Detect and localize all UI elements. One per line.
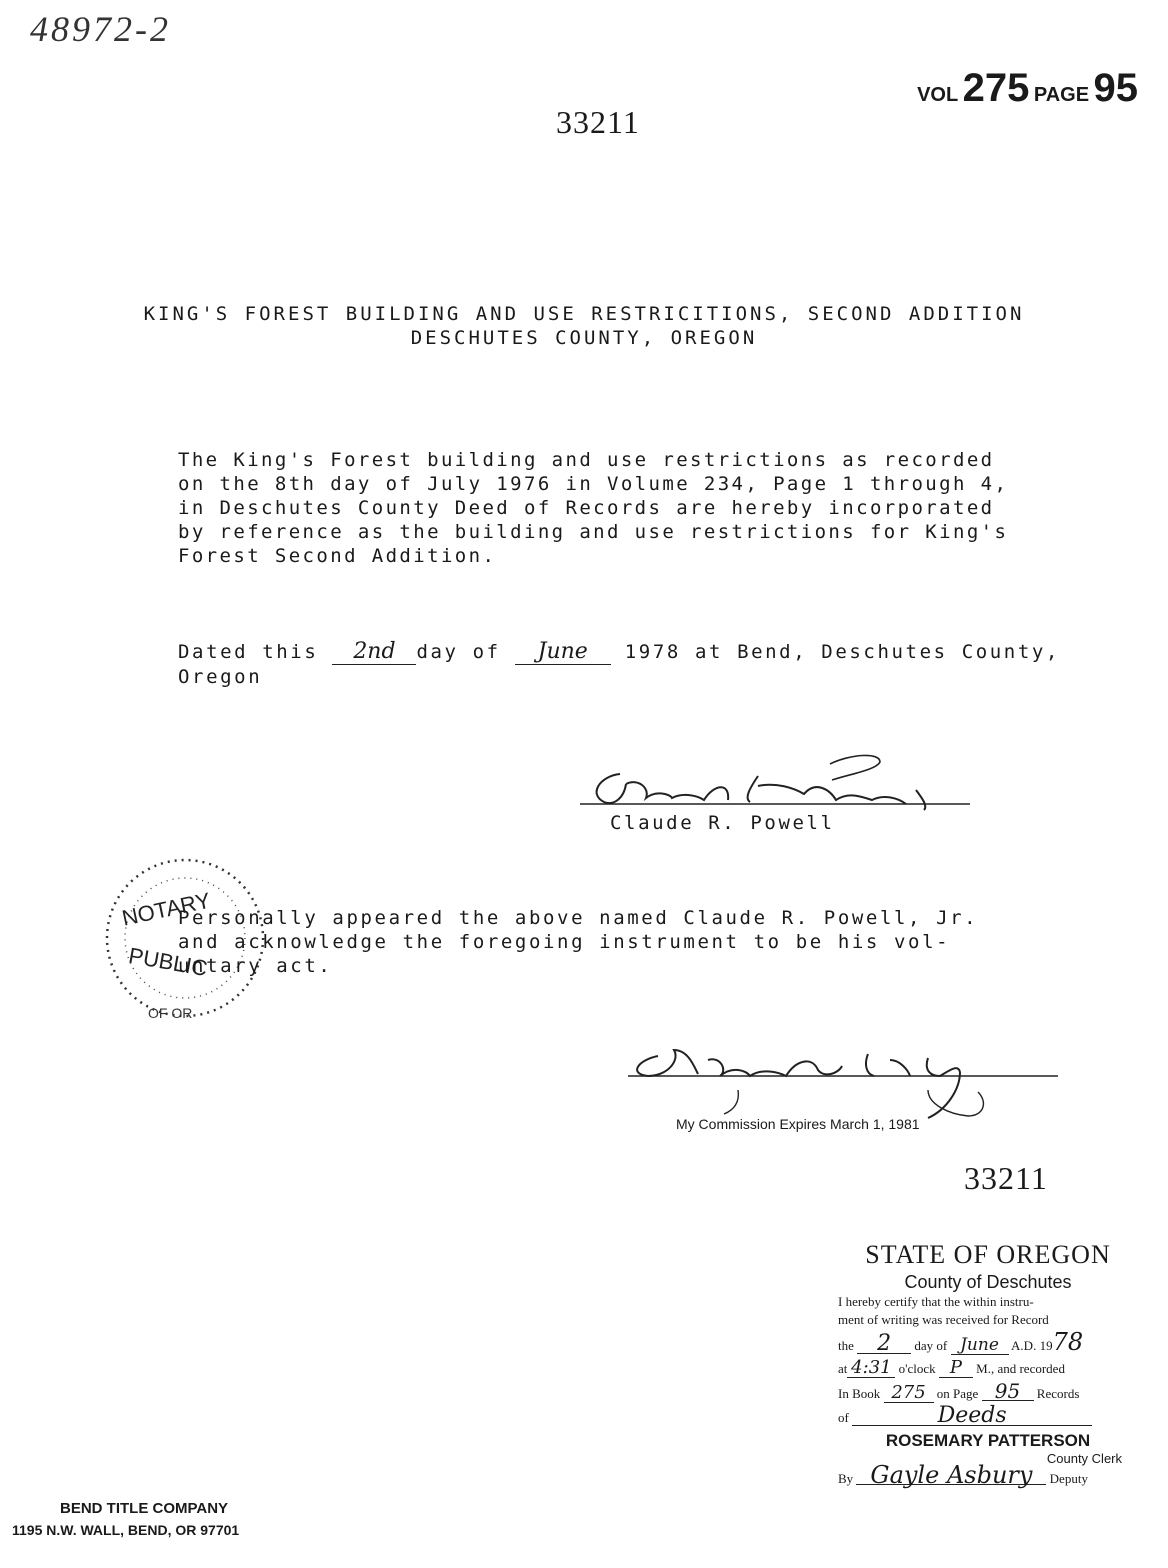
cert-line-2: ment of writing was received for Record bbox=[838, 1312, 1049, 1327]
cert-oclock-label: o'clock bbox=[898, 1361, 936, 1376]
cert-book-line bbox=[838, 1379, 1138, 1403]
cert-page: 95 bbox=[982, 1382, 1034, 1401]
dated-prefix: Dated this bbox=[178, 641, 333, 663]
seal-bottom-text: PUBLIC bbox=[126, 942, 210, 982]
cert-deputy-line bbox=[838, 1461, 1138, 1489]
cert-month: June bbox=[951, 1336, 1009, 1355]
body-paragraph: The King's Forest building and use restrictions as recorded on the 8th day of July 1976 in Volume 234, Page 1 through 4, in Deschutes County Deed of Records are hereby incorporated by reference as the building and use restrictions for King's Forest Second Addition. bbox=[178, 449, 1009, 567]
document-title bbox=[0, 302, 1168, 350]
cert-of-line bbox=[838, 1403, 1138, 1428]
cert-page-label: on Page bbox=[936, 1386, 979, 1401]
footer-address: 1195 N.W. WALL, BEND, OR 97701 bbox=[12, 1522, 240, 1538]
document-number-bottom: 33211 bbox=[964, 1160, 1048, 1196]
title-line-1: KING'S FOREST BUILDING AND USE RESTRICITIONS, SECOND ADDITION bbox=[143, 303, 1025, 325]
cert-of-label: of bbox=[838, 1410, 849, 1425]
file-number: 48972-2 bbox=[30, 9, 171, 49]
dated-mid: day of bbox=[416, 641, 515, 663]
cert-at-label: at bbox=[838, 1361, 848, 1376]
cert-day-of-label: day of bbox=[914, 1338, 948, 1353]
title-line-2: DESCHUTES COUNTY, OREGON bbox=[410, 327, 758, 349]
vol-label: VOL bbox=[917, 84, 959, 106]
page-number: 95 bbox=[1093, 66, 1138, 110]
cert-line-1: I hereby certify that the within instru- bbox=[838, 1294, 1034, 1309]
signatory-name: Claude R. Powell bbox=[610, 812, 835, 834]
dated-line bbox=[178, 640, 1060, 689]
cert-clerk-title: County Clerk bbox=[1046, 1451, 1122, 1466]
signature-claude-powell bbox=[580, 754, 970, 812]
page-label: PAGE bbox=[1033, 84, 1090, 106]
cert-date-line bbox=[838, 1328, 1138, 1356]
cert-by-label: By bbox=[838, 1471, 854, 1486]
cert-ad-label: A.D. 19 bbox=[1011, 1338, 1053, 1353]
cert-book: 275 bbox=[884, 1384, 934, 1403]
dated-month: June bbox=[515, 640, 611, 665]
cert-year: 78 bbox=[1052, 1328, 1084, 1356]
recording-certificate bbox=[838, 1240, 1138, 1488]
vol-number: 275 bbox=[962, 66, 1030, 110]
seal-rim-text: OF OR bbox=[148, 1005, 193, 1021]
cert-deputy-label: Deputy bbox=[1049, 1471, 1088, 1486]
cert-day: 2 bbox=[857, 1335, 911, 1354]
seal-top-text: NOTARY bbox=[119, 887, 213, 931]
notary-signature bbox=[628, 1030, 1058, 1120]
commission-expiry: My Commission Expires March 1, 1981 bbox=[676, 1116, 920, 1132]
dated-suffix: 1978 at Bend, Deschutes County, bbox=[610, 641, 1060, 663]
cert-m-label: M., and recorded bbox=[976, 1361, 1065, 1376]
cert-state: STATE OF OREGON bbox=[865, 1240, 1111, 1269]
dated-day: 2nd bbox=[332, 640, 416, 665]
cert-records-type: Deeds bbox=[852, 1407, 1092, 1426]
cert-records-label: Records bbox=[1036, 1386, 1080, 1401]
cert-the-label: the bbox=[838, 1338, 854, 1353]
acknowledgement-text: Personally appeared the above named Claude R. Powell, Jr. and acknowledge the foregoing instrument to be his vol- untary act. bbox=[178, 907, 979, 977]
document-number: 33211 bbox=[556, 104, 640, 140]
cert-clerk-name: ROSEMARY PATTERSON bbox=[885, 1431, 1091, 1450]
footer-company: BEND TITLE COMPANY bbox=[60, 1500, 229, 1517]
dated-line2: Oregon bbox=[178, 666, 263, 688]
cert-county: County of Deschutes bbox=[904, 1272, 1072, 1292]
cert-meridiem: P bbox=[939, 1359, 973, 1378]
cert-deputy-signature: Gayle Asbury bbox=[856, 1466, 1046, 1485]
cert-book-label: In Book bbox=[838, 1386, 881, 1401]
cert-time-line bbox=[838, 1359, 1138, 1378]
volume-page-stamp bbox=[917, 66, 1138, 111]
cert-time: 4:31 bbox=[847, 1359, 895, 1378]
